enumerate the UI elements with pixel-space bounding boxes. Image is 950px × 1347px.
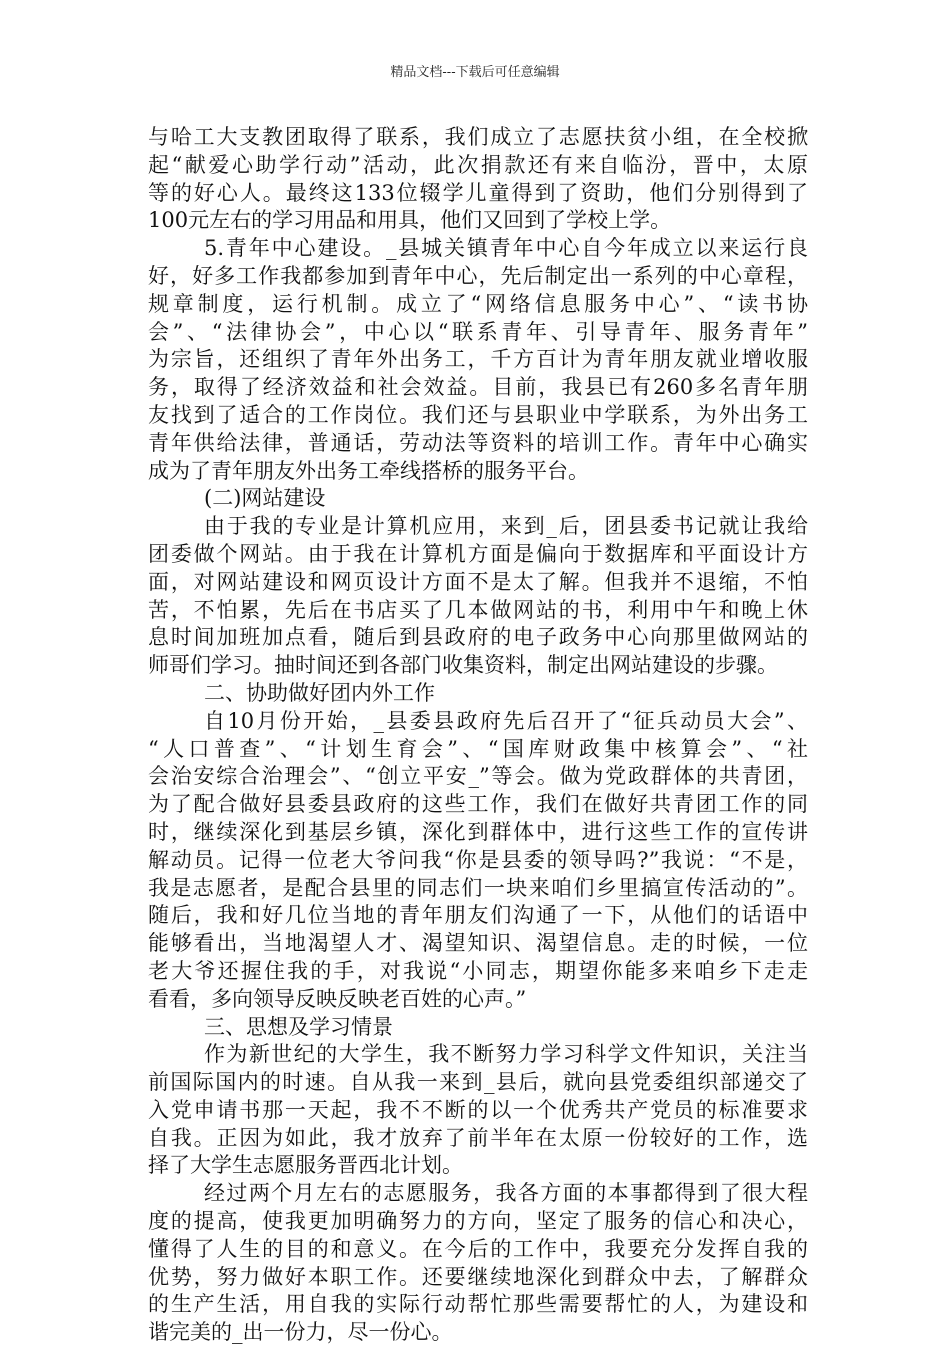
text-line: 青年供给法律，普通话，劳动法等资料的培训工作。青年中心确实 [148,430,808,455]
text-line: 为宗旨，还组织了青年外出务工，千方百计为青年朋友就业增收服 [148,347,808,372]
text-line: 自10月份开始，_县委县政府先后召开了“征兵动员大会”、 [204,708,808,733]
text-line: 团委做个网站。由于我在计算机方面是偏向于数据库和平面设计方 [148,541,808,566]
text-line: 好，好多工作我都参加到青年中心，先后制定出一系列的中心章程， [148,263,808,288]
text-line: 师哥们学习。抽时间还到各部门收集资料，制定出网站建设的步骤。 [148,653,778,678]
text-line: 会治安综合治理会”、“创立平安_”等会。做为党政群体的共青团， [148,764,808,789]
text-line: 入党申请书那一天起，我不不断的以一个优秀共产党员的标准要求 [148,1097,808,1122]
text-line: 务，取得了经济效益和社会效益。目前，我县已有260多名青年朋 [148,375,808,400]
page-header: 精品文档---下载后可任意编辑 [390,65,560,80]
text-line: 二、协助做好团内外工作 [204,680,435,705]
text-line: 前国际国内的时速。自从我一来到_县后，就向县党委组织部递交了 [148,1070,808,1095]
text-line: 由于我的专业是计算机应用，来到_后，团县委书记就让我给 [204,514,808,539]
text-line: 会”、“法律协会”，中心以“联系青年、引导青年、服务青年” [148,319,808,344]
text-line: 与哈工大支教团取得了联系，我们成立了志愿扶贫小组，在全校掀 [148,125,808,149]
text-line: 懂得了人生的目的和意义。在今后的工作中，我要充分发挥自我的 [148,1236,808,1261]
document-body [148,124,808,1347]
text-line: 作为新世纪的大学生，我不断努力学习科学文件知识，关注当 [204,1042,808,1067]
text-line: 起“献爱心助学行动”活动，此次捐款还有来自临汾，晋中，太原 [148,152,808,177]
text-line: 老大爷还握住我的手，对我说“小同志，期望你能多来咱乡下走走 [148,958,808,983]
text-line: 随后，我和好几位当地的青年朋友们沟通了一下，从他们的话语中 [148,903,808,928]
text-line: 三、思想及学习情景 [204,1014,393,1039]
text-line: 规章制度，运行机制。成立了“网络信息服务中心”、“读书协 [148,291,808,316]
text-line: 我是志愿者，是配合县里的同志们一块来咱们乡里搞宣传活动的”。 [148,875,808,900]
text-line: 时，继续深化到基层乡镇，深化到群体中，进行这些工作的宣传讲 [148,819,808,844]
text-line: 面，对网站建设和网页设计方面不是太了解。但我并不退缩，不怕 [148,569,808,594]
text-line: 成为了青年朋友外出务工牵线搭桥的服务平台。 [148,458,589,483]
text-line: 100元左右的学习用品和用具，他们又回到了学校上学。 [148,208,672,233]
text-line: 经过两个月左右的志愿服务，我各方面的本事都得到了很大程 [204,1181,808,1206]
text-line: 苦，不怕累，先后在书店买了几本做网站的书，利用中午和晚上休 [148,597,808,622]
text-line: 能够看出，当地渴望人才、渴望知识、渴望信息。走的时候，一位 [148,931,808,956]
text-line: 度的提高，使我更加明确努力的方向，坚定了服务的信心和决心， [148,1209,808,1234]
text-line: “人口普查”、“计划生育会”、“国库财政集中核算会”、“社 [148,736,808,761]
text-line: 5.青年中心建设。_县城关镇青年中心自今年成立以来运行良 [204,236,808,261]
text-line: 息时间加班加点看，随后到县政府的电子政务中心向那里做网站的 [148,625,808,650]
text-line: 择了大学生志愿服务晋西北计划。 [148,1153,463,1178]
text-line: 等的好心人。最终这133位辍学儿童得到了资助，他们分别得到了 [148,180,808,205]
text-line: 的生产生活，用自我的实际行动帮忙那些需要帮忙的人，为建设和 [148,1292,808,1317]
text-line: 看看，多向领导反映反映老百姓的心声。” [148,986,527,1011]
text-line: 解动员。记得一位老大爷问我“你是县委的领导吗?”我说：“不是， [148,847,808,872]
text-line: 优势，努力做好本职工作。还要继续地深化到群众中去，了解群众 [148,1264,808,1289]
text-line: (二)网站建设 [204,486,326,511]
text-line: 为了配合做好县委县政府的这些工作，我们在做好共青团工作的同 [148,792,808,817]
text-line: 谐完美的_出一份力，尽一份心。 [148,1320,453,1345]
text-line: 友找到了适合的工作岗位。我们还与县职业中学联系，为外出务工 [148,402,808,427]
text-line: 自我。正因为如此，我才放弃了前半年在太原一份较好的工作，选 [148,1125,808,1150]
